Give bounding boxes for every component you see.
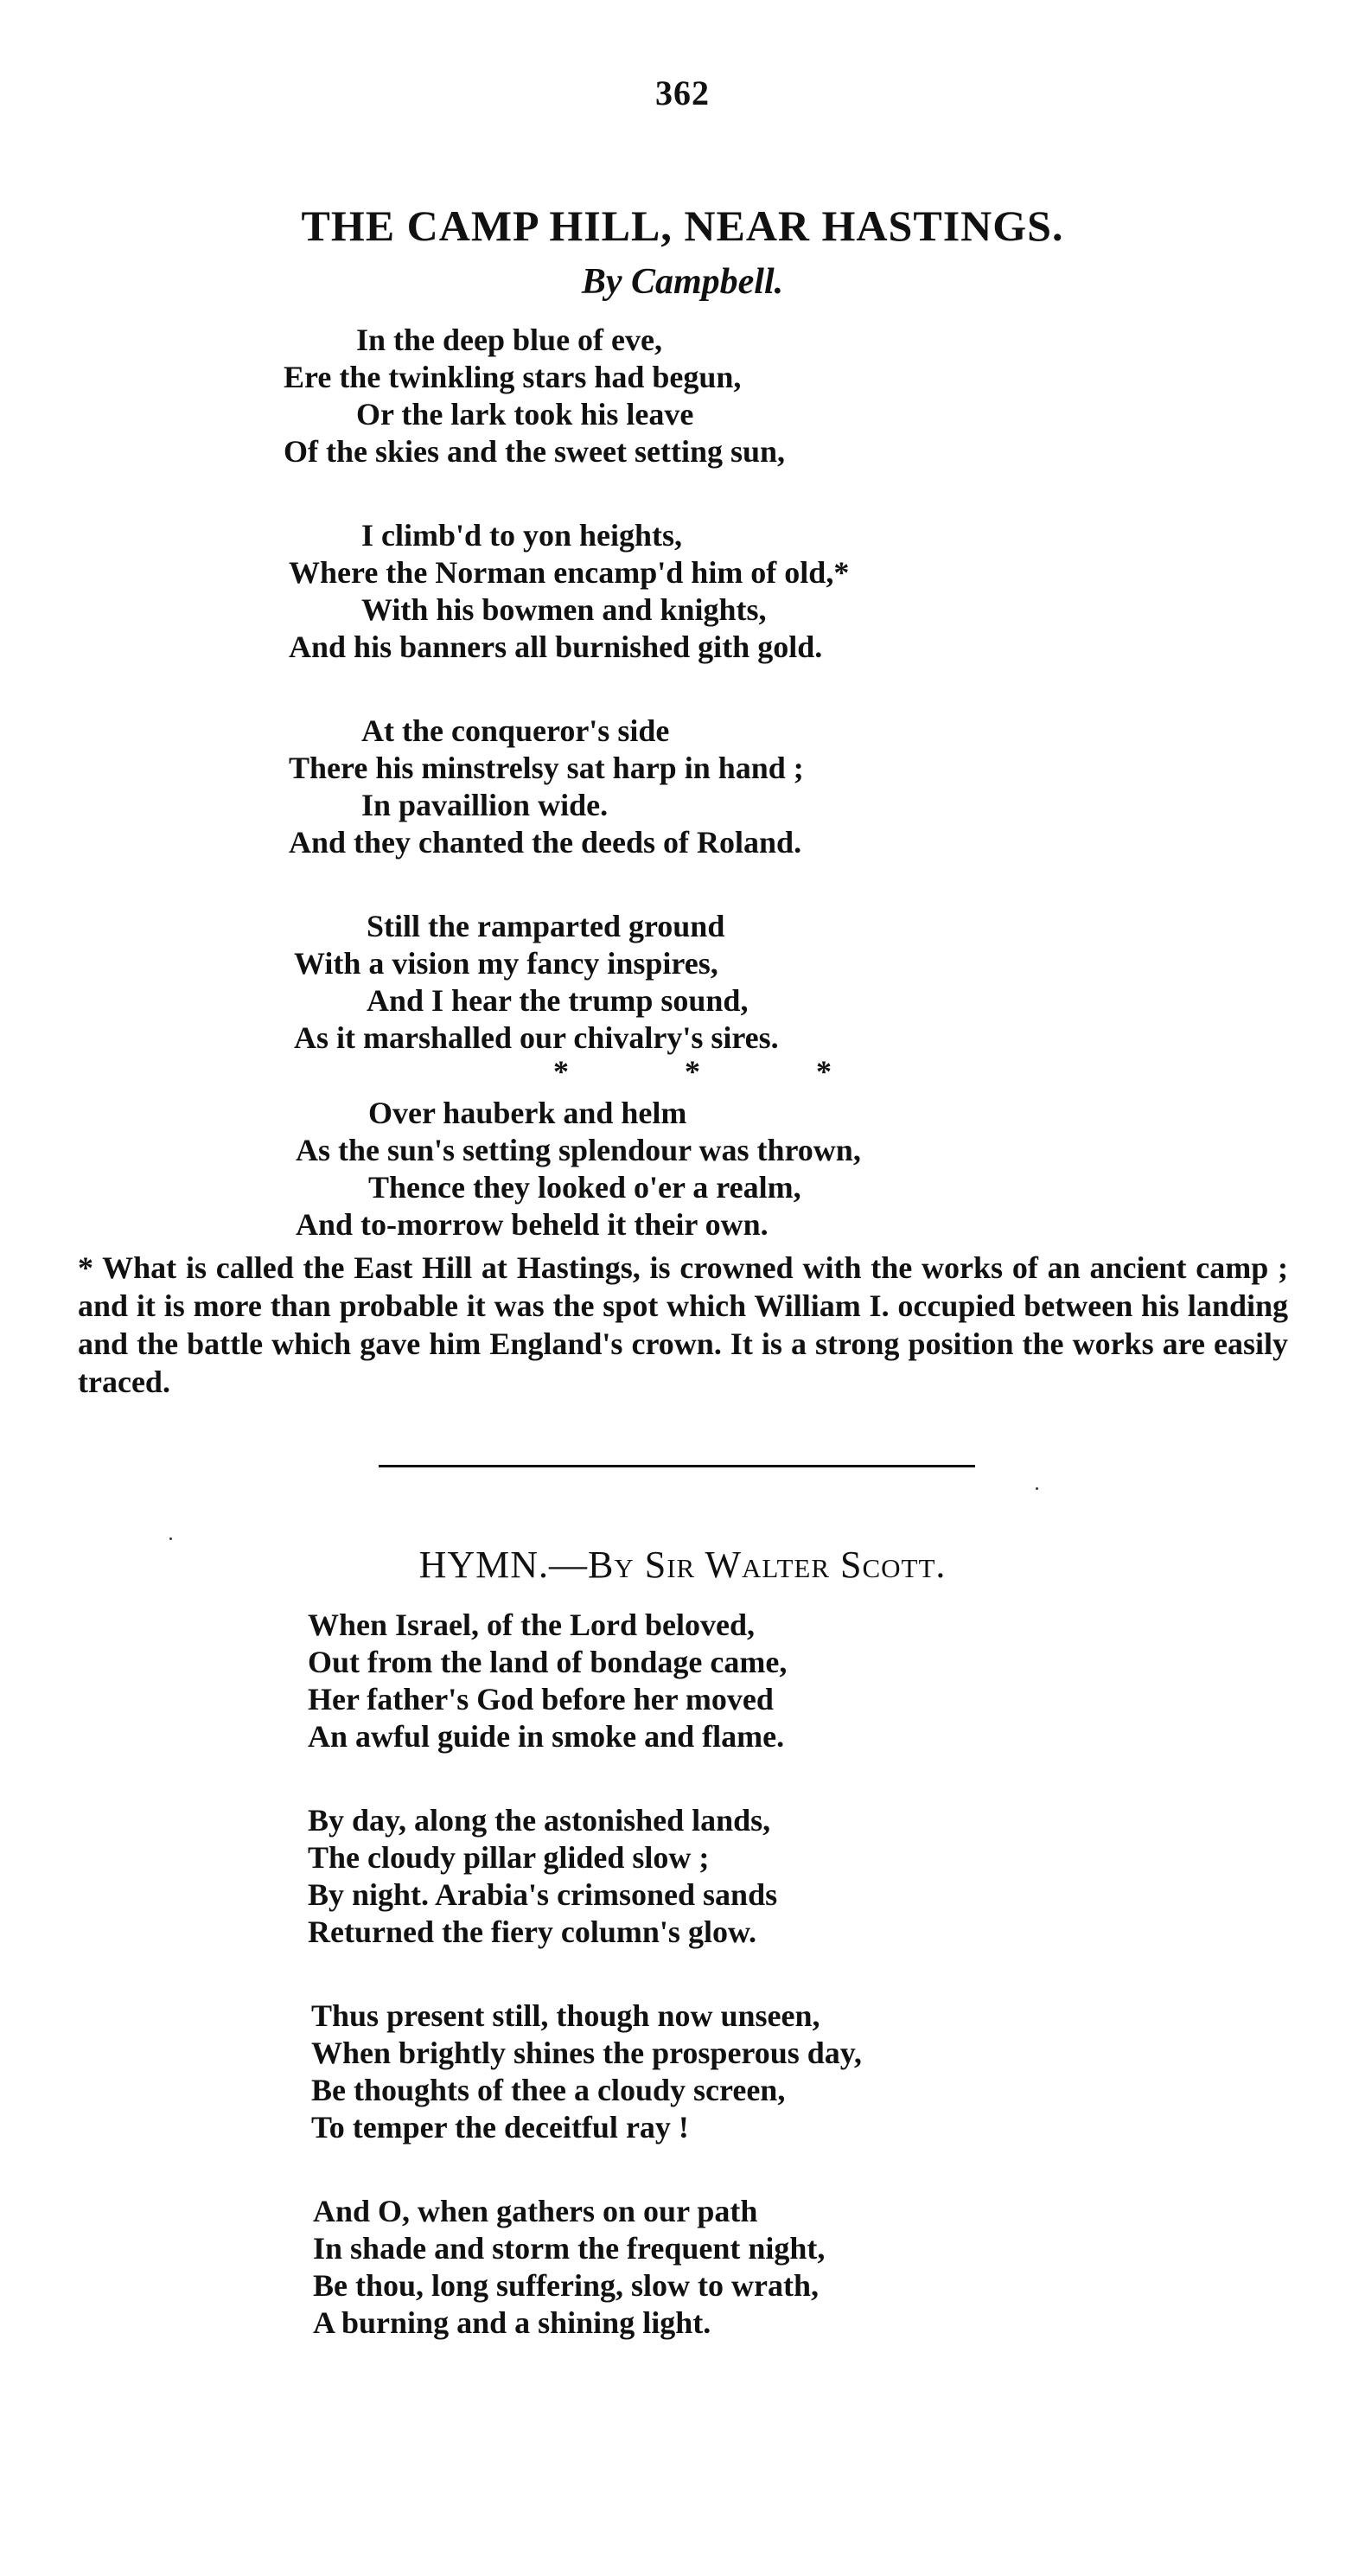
verse-line: There his minstrelsy sat harp in hand ; [289, 751, 804, 785]
stanza-2 [289, 517, 849, 666]
ink-speck [1036, 1487, 1038, 1490]
section-asterisks [553, 1053, 947, 1090]
verse-line: When brightly shines the prosperous day, [311, 2036, 862, 2070]
verse-line: Be thou, long suffering, slow to wrath, [313, 2268, 820, 2303]
verse-line: Her father's God before her moved [308, 1682, 774, 1716]
verse-line: Where the Norman encamp'd him of old,* [289, 555, 850, 590]
ink-speck [169, 1537, 172, 1540]
verse-line: In shade and storm the frequent night, [313, 2231, 826, 2266]
verse-line: Be thoughts of thee a cloudy screen, [311, 2073, 786, 2107]
verse-line: And to-morrow beheld it their own. [296, 1207, 769, 1242]
verse-line: Out from the land of bondage came, [308, 1645, 788, 1679]
verse-line: When Israel, of the Lord beloved, [308, 1608, 755, 1642]
verse-line: Ere the twinkling stars had begun, [284, 360, 742, 394]
verse-line: As it marshalled our chivalry's sires. [294, 1020, 779, 1055]
verse-line: Still the ramparted ground [367, 909, 725, 943]
verse-line: And his banners all burnished gith gold. [289, 630, 823, 664]
verse-line: By night. Arabia's crimsoned sands [308, 1877, 778, 1912]
page-number: 362 [655, 74, 710, 112]
verse-line: With his bowmen and knights, [361, 592, 767, 627]
divider-rule [379, 1465, 975, 1467]
verse-line: By day, along the astonished lands, [308, 1803, 771, 1838]
hymn-stanza-3 [311, 1998, 862, 2146]
hymn-stanza-2 [308, 1802, 777, 1951]
asterisk: * [685, 1054, 700, 1089]
poem-title: THE CAMP HILL, NEAR HASTINGS. [301, 201, 1064, 250]
verse-line: As the sun's setting splendour was thrown, [296, 1133, 861, 1167]
verse-line: Thence they looked o'er a realm, [368, 1170, 801, 1205]
verse-line: In pavaillion wide. [361, 788, 609, 822]
footnote: * What is called the East Hill at Hastings, is crowned with the works of an ancient camp ; and it is more than probable it was the spot which William I. occupied between his landing and the battle which gave him England's crown. It is a strong position the works are easily traced. [78, 1250, 1288, 1399]
asterisk: * [816, 1054, 832, 1089]
verse-line: An awful guide in smoke and flame. [308, 1719, 785, 1754]
stanza-4 [294, 908, 779, 1057]
verse-line: Of the skies and the sweet setting sun, [284, 434, 786, 469]
verse-line: I climb'd to yon heights, [361, 518, 683, 553]
verse-line: Or the lark took his leave [356, 397, 694, 431]
asterisk: * [553, 1054, 569, 1089]
verse-line: The cloudy pillar glided slow ; [308, 1840, 710, 1875]
verse-line: Returned the fiery column's glow. [308, 1914, 756, 1949]
verse-line: And they chanted the deeds of Roland. [289, 825, 802, 860]
verse-line: Thus present still, though now unseen, [311, 1998, 820, 2033]
poem-byline: By Campbell. [581, 262, 784, 302]
verse-line: In the deep blue of eve, [356, 323, 662, 357]
verse-line: With a vision my fancy inspires, [294, 946, 718, 981]
verse-line: At the conqueror's side [361, 713, 670, 748]
stanza-1 [284, 322, 785, 470]
hymn-title: HYMN.—By Sir Walter Scott. [418, 1544, 947, 1586]
stanza-3 [289, 713, 804, 861]
verse-line: A burning and a shining light. [313, 2305, 711, 2340]
verse-line: To temper the deceitful ray ! [311, 2110, 689, 2145]
verse-line: And I hear the trump sound, [367, 983, 749, 1018]
hymn-stanza-1 [308, 1607, 787, 1755]
verse-line: And O, when gathers on our path [313, 2194, 758, 2228]
stanza-5 [296, 1095, 861, 1243]
verse-line: Over hauberk and helm [368, 1096, 687, 1130]
hymn-stanza-4 [313, 2193, 825, 2342]
